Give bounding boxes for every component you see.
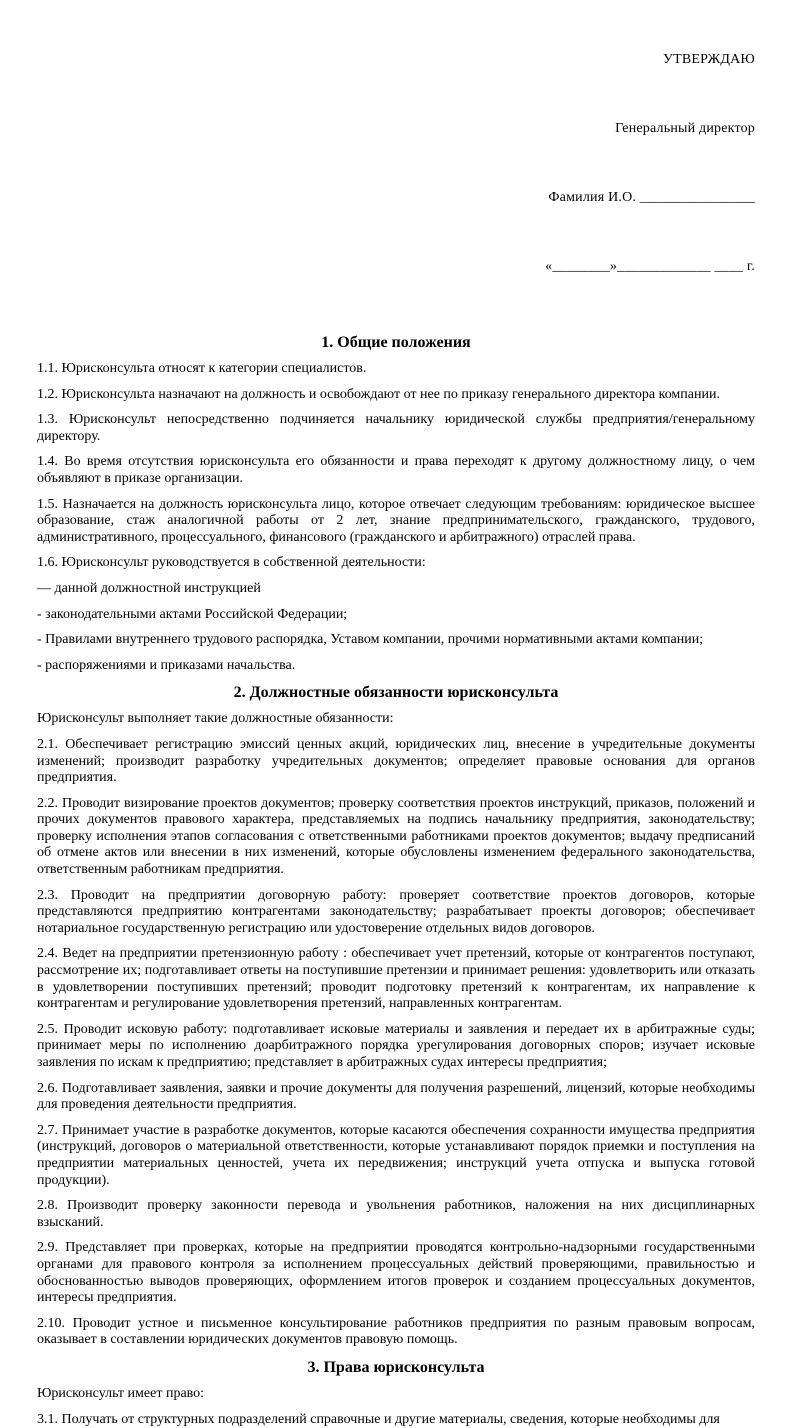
section-3-intro: Юрисконсульт имеет право: bbox=[37, 1386, 755, 1403]
clause-2-7: 2.7. Принимает участие в разработке документов, которые касаются обеспечения сохранности имущества предприятия (инструкций, договоров о материальной ответственности, которые устанавливают порядок приемки и поступления на предприятии материальных ценностей, учета их передвижения; инструкций учета отпуска и выпуска готовой продукции). bbox=[37, 1123, 755, 1189]
section-2-intro: Юрисконсульт выполняет такие должностные обязанности: bbox=[37, 711, 755, 728]
clause-1-1: 1.1. Юрисконсульта относят к категории специалистов. bbox=[37, 361, 755, 378]
clause-2-5: 2.5. Проводит исковую работу: подготавливает исковые материалы и заявления и передает их в арбитражные суды; принимает меры по исполнению доарбитражного порядка урегулирования договорных споров; изучает исковые заявления по искам к предприятию; представляет в арбитражных судах интересы предприятия; bbox=[37, 1022, 755, 1072]
clause-1-4: 1.4. Во время отсутствия юрисконсульта его обязанности и права переходят к другому должностному лицу, о чем объявляют в приказе организации. bbox=[37, 454, 755, 487]
clause-2-2: 2.2. Проводит визирование проектов документов; проверку соответствия проектов инструкций, приказов, положений и прочих документов правового характера, представляемых на подпись начальнику предприятия, законодательству; проверку исполнения этапов согласования с ответственными работниками проектов документов; выдачу предписаний об отмене актов или внесении в них изменений, которые обусловлены изменением федерального законодательства, ответственным работникам предприятия. bbox=[37, 796, 755, 879]
clause-1-6-item-1: — данной должностной инструкцией bbox=[37, 581, 755, 598]
clause-1-5: 1.5. Назначается на должность юрисконсульта лицо, которое отвечает следующим требованиям: юридическое высшее образование, стаж аналогичной работы от 2 лет, знание предпринимательского, гражданского, трудового, административного, процессуального, финансового (гражданского и арбитражного) отраслей права. bbox=[37, 497, 755, 547]
section-1-heading: 1. Общие положения bbox=[37, 333, 755, 352]
approver-title: Генеральный директор bbox=[37, 117, 755, 140]
clause-2-6: 2.6. Подготавливает заявления, заявки и прочие документы для получения разрешений, лицензий, которые необходимы для проведения деятельности предприятия. bbox=[37, 1081, 755, 1114]
approval-stamp: УТВЕРЖДАЮ bbox=[37, 48, 755, 71]
clause-2-9: 2.9. Представляет при проверках, которые на предприятии проводятся контрольно-надзорными государственными органами для правового контроля за исполнением процессуальных действий проверяющими, правильностью и обоснованностью выводов проверяющих, оформлением итогов проверок и созданием процессуальных документов, интересы предприятия. bbox=[37, 1240, 755, 1306]
approval-block bbox=[37, 2, 755, 324]
clause-2-10: 2.10. Проводит устное и письменное консультирование работников предприятия по разным правовым вопросам, оказывает в составлении юридических документов правовую помощь. bbox=[37, 1316, 755, 1349]
approval-date-line: «________»_____________ ____ г. bbox=[37, 255, 755, 278]
section-3-heading: 3. Права юрисконсульта bbox=[37, 1358, 755, 1377]
clause-2-1: 2.1. Обеспечивает регистрацию эмиссий ценных акций, юридических лиц, внесение в учредительные документы изменений; производит разработку учредительных документов; определяет правовые основания для органов предприятия. bbox=[37, 737, 755, 787]
clause-1-6-item-2: - законодательными актами Российской Федерации; bbox=[37, 607, 755, 624]
clause-1-6-item-3: - Правилами внутреннего трудового распорядка, Уставом компании, прочими нормативными актами компании; bbox=[37, 632, 755, 649]
clause-1-6-item-4: - распоряжениями и приказами начальства. bbox=[37, 658, 755, 675]
approver-name-signature-line: Фамилия И.О. ________________ bbox=[37, 186, 755, 209]
clause-2-3: 2.3. Проводит на предприятии договорную работу: проверяет соответствие проектов договоров, которые представляются предприятию контрагентами законодательству; разрабатывает проекты договоров; обеспечивает нотариальное государственную регистрацию или удостоверение отдельных видов договоров. bbox=[37, 888, 755, 938]
section-2-heading: 2. Должностные обязанности юрисконсульта bbox=[37, 683, 755, 702]
clause-3-1: 3.1. Получать от структурных подразделений справочные и другие материалы, сведения, которые необходимы для bbox=[37, 1412, 755, 1428]
clause-1-2: 1.2. Юрисконсульта назначают на должность и освобождают от нее по приказу генерального директора компании. bbox=[37, 387, 755, 404]
clause-1-3: 1.3. Юрисконсульт непосредственно подчиняется начальнику юридической службы предприятия/генеральному директору. bbox=[37, 412, 755, 445]
clause-2-8: 2.8. Производит проверку законности перевода и увольнения работников, наложения на них дисциплинарных взысканий. bbox=[37, 1198, 755, 1231]
clause-1-6: 1.6. Юрисконсульт руководствуется в собственной деятельности: bbox=[37, 555, 755, 572]
clause-2-4: 2.4. Ведет на предприятии претензионную работу : обеспечивает учет претензий, которые от контрагентов поступают, рассмотрение их; подготавливает ответы на поступившие претензии и принимает решения: удовлетворить или отказать в удовлетворении поступивших претензий; проводит подготовку претензий к контрагентам, их направление к контрагентам и регулирование удовлетворения претензий, направленных контрагентам. bbox=[37, 946, 755, 1012]
